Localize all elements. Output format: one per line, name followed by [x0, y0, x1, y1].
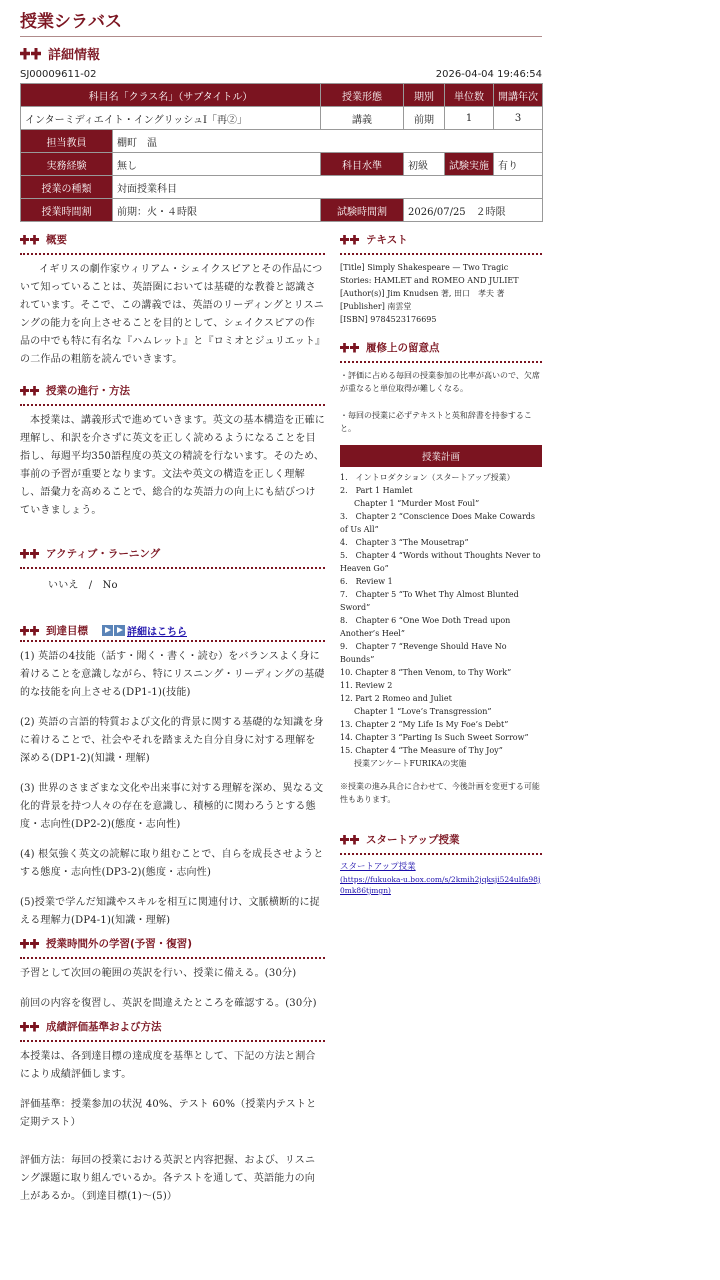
- print-datetime: 2026-04-04 19:46:54: [435, 69, 542, 80]
- section-mark-icon: [20, 626, 40, 636]
- grading-text: [20, 1048, 325, 1206]
- goal-item: (5)授業で学んだ知識やスキルを相互に関連付け、文脈横断的に捉える理解力(DP4-1)(知識・理解): [20, 897, 320, 926]
- plan-item: 13. Chapter 2 “My Life Is My Foe’s Debt”: [340, 720, 509, 729]
- exam-value: 有り: [494, 153, 543, 176]
- plan-item: 3. Chapter 2 “Conscience Does Make Cowards of Us All”: [340, 512, 536, 534]
- goal-item: (3) 世界のさまざまな文化や出来事に対する理解を深め、異なる文化的背景を持つ人々の存在を意識し、積極的に関わろうとする態度・志向性(DP2-2)(態度・志向性): [20, 783, 324, 830]
- plan-item: 10. Chapter 8 “Then Venom, to Thy Work”: [340, 668, 512, 677]
- section-mark-icon: [20, 235, 40, 245]
- method-heading: 授業の進行・方法: [20, 383, 325, 406]
- play-icon: [102, 625, 113, 636]
- goal-item: (4) 根気強く英文の読解に取り組むことで、自らを成長させようとする態度・志向性(DP3-2)(態度・志向性): [20, 849, 324, 878]
- study-item: 前回の内容を復習し、英訳を間違えたところを確認する。(30分): [20, 998, 317, 1009]
- type-value: 対面授業科目: [113, 176, 543, 199]
- textbook-heading: テキスト: [340, 232, 542, 255]
- teacher-value: 棚町 温: [113, 130, 543, 153]
- header-teacher: 担当教員: [21, 130, 113, 153]
- goals-heading: 到達目標 詳細はこちら: [20, 623, 325, 640]
- grading-heading: 成績評価基準および方法: [20, 1019, 325, 1042]
- level-value: 初級: [404, 153, 445, 176]
- course-info-table: [20, 83, 543, 222]
- form-value: 講義: [321, 107, 404, 130]
- goals-detail-link[interactable]: 詳細はこちら: [127, 627, 187, 638]
- syllabus-page: [20, 0, 542, 1218]
- year-value: 3: [494, 107, 543, 130]
- plan-item: Chapter 1 “Murder Most Foul”: [354, 499, 480, 508]
- header-form: 授業形態: [321, 84, 404, 107]
- left-column: [20, 232, 325, 1218]
- header-year: 開講年次: [494, 84, 543, 107]
- plan-item: 5. Chapter 4 “Words without Thoughts Never to Heaven Go”: [340, 551, 541, 573]
- grading-item: 評価方法：毎回の授業における英訳と内容把握、および、リスニング課題に取り組んでいるか。各テストを通して、英語能力の向上があるか。（到達目標(1)〜(5)）: [20, 1155, 316, 1202]
- plan-note: ※授業の進み具合に合わせて、今後計画を変更する可能性もあります。: [340, 782, 540, 804]
- goal-item: (1) 英語の4技能（話す・聞く・書く・読む）をバランスよく身に着けることを意識しながら、特にリスニング・リーディングの基礎的な技能を向上させる(DP1-1)(技能): [20, 651, 325, 698]
- plan-item: 1. イントロダクション（スタートアップ授業）: [340, 473, 515, 482]
- section-mark-icon: [20, 48, 42, 60]
- plan-heading: 授業計画: [340, 445, 542, 467]
- textbook-isbn: [ISBN] 9784523176695: [340, 315, 437, 324]
- exam-time-value: 2026/07/25 ２時限: [404, 199, 543, 222]
- textbook-author: [Author(s)] Jim Knudsen 著, 田口 孝夫 著: [340, 289, 505, 298]
- textbook-title: [Title] Simply Shakespeare — Two Tragic Stories: HAMLET and ROMEO AND JULIET: [340, 263, 519, 285]
- note-item: ・評価に占める毎回の授業参加の比率が高いので、欠席が重なると単位取得が難しくなる。: [340, 371, 540, 393]
- header-exam-time: 試験時間割: [321, 199, 404, 222]
- active-learning-heading: アクティブ・ラーニング: [20, 546, 325, 569]
- section-mark-icon: [20, 939, 40, 949]
- term-value: 前期: [404, 107, 445, 130]
- play-icon: [114, 625, 125, 636]
- section-mark-icon: [20, 549, 40, 559]
- notes-text: [340, 369, 542, 435]
- units-value: 1: [445, 107, 494, 130]
- startup-url-link[interactable]: (https://fukuoka-u.box.com/s/2kmih2jqksji524ulfa98j0mk86tjmgn): [340, 875, 541, 895]
- meta-row: [20, 69, 542, 80]
- textbook-info: [340, 261, 542, 326]
- section-mark-icon: [340, 235, 360, 245]
- plan-item: 6. Review 1: [340, 577, 393, 586]
- notes-heading: 履修上の留意点: [340, 340, 542, 363]
- header-type: 授業の種類: [21, 176, 113, 199]
- detail-heading: 詳細情報: [20, 44, 542, 63]
- goals-list: [20, 648, 325, 930]
- plan-item: 9. Chapter 7 “Revenge Should Have No Bounds”: [340, 642, 507, 664]
- experience-value: 無し: [113, 153, 321, 176]
- textbook-publisher: [Publisher] 南雲堂: [340, 302, 412, 311]
- note-item: ・毎回の授業に必ずテキストと英和辞書を持参すること。: [340, 411, 532, 433]
- section-mark-icon: [20, 386, 40, 396]
- goal-item: (2) 英語の言語的特質および文化的背景に関する基礎的な知識を身に着けることで、社会やそれを踏まえた自分自身に対する理解を深める(DP1-2)(知識・理解): [20, 717, 324, 764]
- subject-name: インターミディエイト・イングリッシュI「再②」: [21, 107, 321, 130]
- header-time: 授業時間割: [21, 199, 113, 222]
- header-subject: 科目名「クラス名」（サブタイトル）: [21, 84, 321, 107]
- study-item: 予習として次回の範囲の英訳を行い、授業に備える。(30分): [20, 968, 297, 979]
- plan-item: Chapter 1 “Love’s Transgression”: [354, 707, 492, 716]
- syllabus-code: SJ00009611-02: [20, 69, 97, 80]
- plan-item: 12. Part 2 Romeo and Juliet: [340, 694, 452, 703]
- plan-list: [340, 471, 542, 770]
- header-units: 単位数: [445, 84, 494, 107]
- study-text: [20, 965, 325, 1013]
- startup-heading: スタートアップ授業: [340, 832, 542, 855]
- section-mark-icon: [340, 343, 360, 353]
- section-mark-icon: [20, 1022, 40, 1032]
- right-column: [340, 232, 542, 1218]
- plan-item: 8. Chapter 6 “One Woe Doth Tread upon Another’s Heel”: [340, 616, 511, 638]
- plan-item: 授業アンケートFURIKAの実施: [354, 759, 467, 768]
- plan-item: 14. Chapter 3 “Parting Is Such Sweet Sorrow”: [340, 733, 529, 742]
- time-value: 前期：火・４時限: [113, 199, 321, 222]
- header-term: 期別: [404, 84, 445, 107]
- plan-item: 15. Chapter 4 “The Measure of Thy Joy”: [340, 746, 503, 755]
- section-mark-icon: [340, 835, 360, 845]
- plan-item: 7. Chapter 5 “To Whet Thy Almost Blunted Sword”: [340, 590, 519, 612]
- plan-item: 2. Part 1 Hamlet: [340, 486, 413, 495]
- startup-link[interactable]: スタートアップ授業: [340, 862, 416, 872]
- study-heading: 授業時間外の学習(予習・復習): [20, 936, 325, 959]
- app-title: 授業シラバス: [20, 10, 542, 37]
- header-experience: 実務経験: [21, 153, 113, 176]
- overview-text: イギリスの劇作家ウィリアム・シェイクスピアとその作品について知っていることは、英語圏においては基礎的な教養と認識されています。そこで、この講義では、英語のリーディングとリスニングの能力を向上させることを目的として、シェイクスピアの作品の中でも特に有名な『ハムレット』と『ロミオとジュリエット』の二作品の粗筋を読んでいきます。: [20, 264, 324, 365]
- method-text: 本授業は、講義形式で進めていきます。英文の基本構造を正確に理解し、和訳を介さずに英文を正しく読めるようになることを目指し、毎週平均350語程度の英文の精読を行ないます。そのため、事前の予習が重要となります。文法や英文の構造を正しく理解し、語彙力を高めることで、総合的な英語力の向上にも結びつけていきましょう。: [20, 415, 325, 516]
- active-learning-value: いいえ / No: [48, 580, 118, 591]
- header-level: 科目水準: [321, 153, 404, 176]
- plan-item: 4. Chapter 3 “The Mousetrap”: [340, 538, 469, 547]
- grading-item: 評価基準：授業参加の状況 40%、テスト 60%（授業内テストと定期テスト）: [20, 1099, 317, 1128]
- plan-item: 11. Review 2: [340, 681, 393, 690]
- header-exam: 試験実施: [445, 153, 494, 176]
- overview-heading: 概要: [20, 232, 325, 255]
- grading-item: 本授業は、各到達目標の達成度を基準として、下記の方法と割合により成績評価します。: [20, 1051, 316, 1080]
